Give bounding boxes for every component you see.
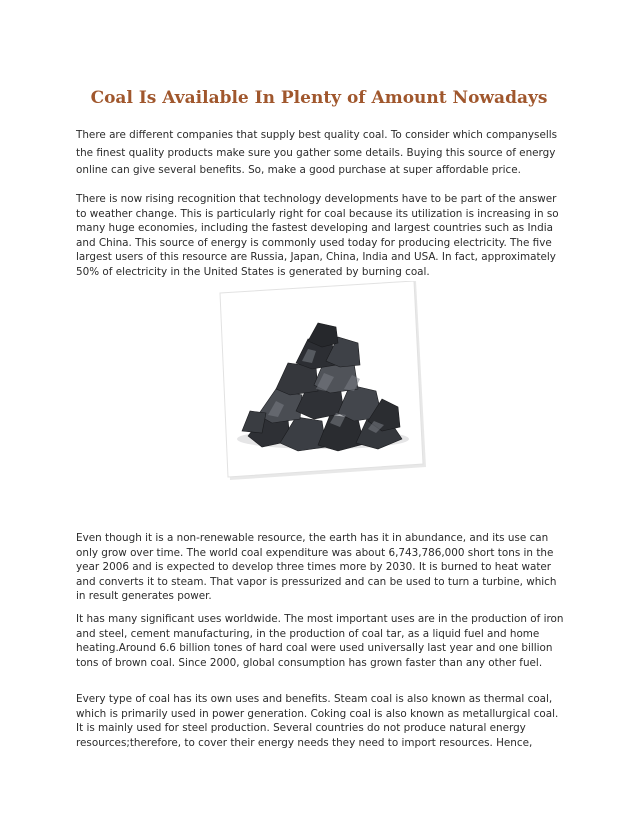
coal-pile-illustration xyxy=(218,281,428,481)
document-title: Coal Is Available In Plenty of Amount Nowadays xyxy=(90,88,548,108)
paragraph-4: It has many significant uses worldwide. The most important uses are in the production of iron and steel, cement manufacturing, in the production of coal tar, as a liquid fuel and home heating.Around 6.6 billion tones of hard coal were used universally last year and one billion tons of brown coal. Since 2000, global consumption has grown faster than any other fuel. xyxy=(76,613,564,669)
paragraph-1: There are different companies that supply best quality coal. To consider which companysells the finest quality products make sure you gather some details. Buying this source of energy online can give several benefits. So, make a good purchase at super affordable price. xyxy=(76,129,558,176)
paragraph-5: Every type of coal has its own uses and benefits. Steam coal is also known as thermal coal, which is primarily used in power generation. Coking coal is also known as metallurgical coal. It is mainly used for steel production. Several countries do not produce natural energy resources;therefore, to cover their energy needs they need to import resources. Hence, xyxy=(76,693,559,749)
paragraph-3: Even though it is a non-renewable resource, the earth has it in abundance, and its use can only grow over time. The world coal expenditure was about 6,743,786,000 short tons in the year 2006 and is expected to develop three times more by 2030. It is burned to heat water and converts it to steam. That vapor is pressurized and can be used to turn a turbine, which in result generates power. xyxy=(76,532,557,603)
coal-pile-photo xyxy=(218,281,428,481)
paragraph-2: There is now rising recognition that technology developments have to be part of the answer to weather change. This is particularly right for coal because its utilization is increasing in so many huge economies, including the fastest developing and largest countries such as India and China. This source of energy is commonly used today for producing electricity. The five largest users of this resource are Russia, Japan, China, India and USA. In fact, approximately 50% of electricity in the United States is generated by burning coal. xyxy=(76,193,559,278)
